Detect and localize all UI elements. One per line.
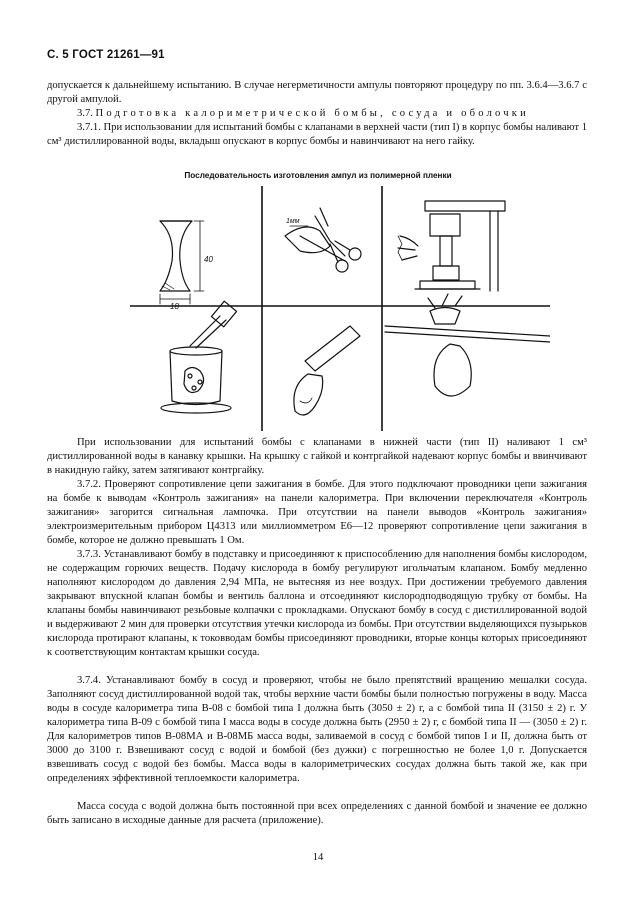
- section-title: Подготовка калориметрической бомбы, сосуда и оболочки: [95, 108, 530, 119]
- page-number: 14: [312, 852, 324, 863]
- paragraph-type-2: [47, 436, 587, 478]
- filled-ampoule-drawing: [294, 326, 360, 415]
- paragraph-type-2-text: При использовании для испытаний бомбы с клапанами в нижней части (тип II) наливают 1 см³ дистиллированной воды в канавку крышки. На крышку с гайкой и контргайкой надевают корпус бомбы и ввинчивают в накидную гайку, затем затягивают контргайку.: [47, 437, 587, 476]
- page-header: С. 5 ГОСТ 21261—91: [47, 49, 165, 61]
- paragraph-3-7-3: [47, 548, 587, 660]
- dimension-40-label: 40: [204, 255, 213, 264]
- paragraph-3-7-4-text: 3.7.4. Устанавливают бомбу в сосуд и проверяют, чтобы не было препятствий вращению мешалки сосуда. Заполняют сосуд дистиллированной водой так, чтобы верхние части бомбы были полностью погружены в воду. Масса воды в сосуде калориметра типа В-08 с бомбой типа I должна быть (3050 ± 2) г, а с бомбой типа II (3150 ± 2) г. У калориметра типа В-09 с бомбой типа I масса воды в сосуде должна быть (2950 ± 2) г, с бомбой типа II — (3050 ± 2) г. Для калориметров типов В-08МА и В-08МБ масса воды, заливаемой в сосуд с бомбой типов I и II, должна быть от 3000 до 3100 г. Взвешивают сосуд с водой и бомбой (без дужки) с погрешностью не более 1,0 г. Допускается взвешивать сосуд с водой без бомбы. Масса воды в калориметрических сосудах должна быть такой же, как при определениях эффективной теплоемкости калориметра.: [47, 675, 587, 784]
- paragraph-final: [47, 800, 587, 828]
- beaker-filling-drawing: [161, 301, 237, 413]
- section-number: 3.7.: [77, 108, 93, 119]
- paragraph-3-7-2-text: 3.7.2. Проверяют сопротивление цепи зажигания в бомбе. Для этого подключают проводники цепи зажигания на бомбе к выводам «Контроль зажигания» на панели калориметра. При включении переключателя «Контроль зажигания» загорится сигнальная лампочка. При отсутствии на панели выводов «Контроль зажигания» электроизмерительным прибором Ц4313 или миллиомметром Е6—12 проверяют сопротивление цепи зажигания в бомбе, которое не должно превышать 1 Ом.: [47, 479, 587, 546]
- ampoule-figure: [130, 186, 550, 431]
- sealing-ampoule-drawing: [385, 294, 550, 396]
- paragraph-3-7-3-text: 3.7.3. Устанавливают бомбу в подставку и присоединяют к приспособлению для наполнения бомбы кислородом, не содержащим горючих веществ. Подачу кислорода в бомбу регулируют игольчатым клапаном. Бомбу медленно наполняют кислородом до давления 2,94 МПа, не вытесняя из нее воздух. При достижении требуемого давления закрывают впускной клапан бомбы и вентиль баллона и отсоединяют кислородподводящую трубку от бомбы. На клапаны бомбы навинчивают резьбовые колпачки с прокладками. Опускают бомбу в сосуд с дистиллированной водой и выдерживают 2 мин для проверки отсутствия утечки кислорода из бомбы. При отсутствии выделяющихся пузырьков кислорода протирают клапаны, к токовводам бомбы присоединяют проводники, вторые концы которых присоединяют к соответствующим контактам крышки сосуда.: [47, 549, 587, 658]
- section-heading: [47, 107, 587, 121]
- dimension-18-label: 18: [170, 302, 179, 311]
- paragraph-3-7-2: [47, 478, 587, 548]
- paragraph-final-text: Масса сосуда с водой должна быть постоянной при всех определениях с данной бомбой и значение ее должно быть записано в исходные данные для расчета (приложение).: [47, 801, 587, 826]
- paragraph-3-7-1: [47, 121, 587, 149]
- press-device-drawing: [398, 201, 505, 291]
- figure-title: Последовательность изготовления ампул из полимерной пленки: [184, 171, 452, 180]
- intro-paragraph: [47, 79, 587, 107]
- dimension-1mm-label: 1мм: [286, 218, 300, 225]
- paragraph-3-7-1-text: 3.7.1. При использовании для испытаний бомбы с клапанами в верхней части (тип I) в корпус бомбы наливают 1 см³ дистиллированной воды, вкладыш опускают в корпус бомбы и навинчивают на него гайку.: [47, 122, 587, 147]
- ampoule-dimensions-drawing: [160, 221, 204, 304]
- paragraph-3-7-4: [47, 674, 587, 786]
- intro-text: допускается к дальнейшему испытанию. В случае негерметичности ампулы повторяют процедуру по пп. 3.6.4—3.6.7 с другой ампулой.: [47, 80, 587, 105]
